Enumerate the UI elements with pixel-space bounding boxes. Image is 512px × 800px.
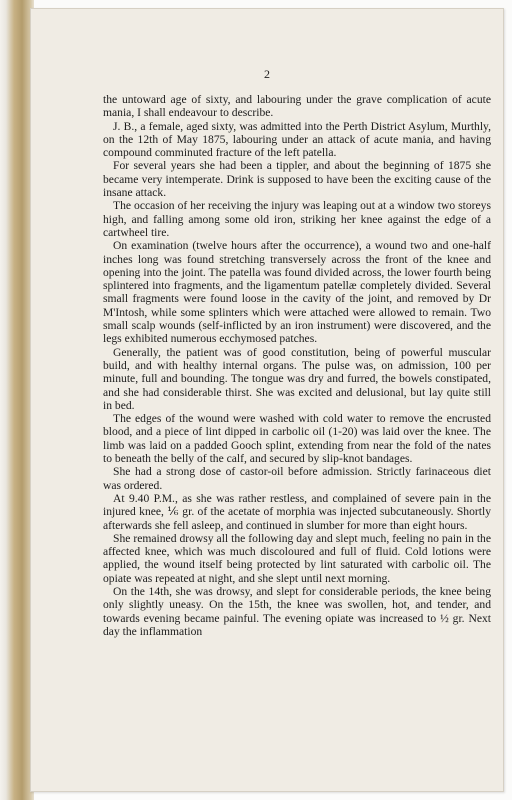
page-number: 2 xyxy=(264,67,270,81)
paragraph: J. B., a female, aged sixty, was admitted into the Perth District Asylum, Murthly, on the 12th of May 1875, labouring under an attack of acute mania, and having compound comminuted fracture of the left patella. xyxy=(103,119,491,160)
paragraph: Generally, the patient was of good constitution, being of powerful muscular build, and with healthy internal organs. The pulse was, on admission, 100 per minute, full and bounding. The tongue was dry and furred, the bowels constipated, and she had considerable thirst. She was excited and delusional, but lay quite still in bed. xyxy=(103,345,491,412)
body-text xyxy=(103,93,491,638)
paragraph: She had a strong dose of castor-oil before admission. Strictly farinaceous diet was ordered. xyxy=(103,465,491,492)
book-page xyxy=(30,8,504,792)
paragraph: She remained drowsy all the following day and slept much, feeling no pain in the affected knee, which was much discoloured and full of fluid. Cold lotions were applied, the wound itself being protected by lint saturated with carbolic oil. The opiate was repeated at night, and she slept until next morning. xyxy=(103,531,491,585)
paragraph: the untoward age of sixty, and labouring under the grave complication of acute mania, I shall endeavour to describe. xyxy=(103,93,491,120)
paragraph: On the 14th, she was drowsy, and slept for considerable periods, the knee being only slightly uneasy. On the 15th, the knee was swollen, hot, and tender, and towards evening became painful. The evening opiate was increased to ½ gr. Next day the inflammation xyxy=(103,584,491,638)
paragraph: The occasion of her receiving the injury was leaping out at a window two storeys high, and falling among some old iron, striking her knee against the edge of a cartwheel tire. xyxy=(103,199,491,239)
binding-spine xyxy=(0,0,34,800)
paragraph: On examination (twelve hours after the occurrence), a wound two and one-half inches long was found stretching transversely across the front of the knee and opening into the joint. The patella was found divided across, the lower fourth being splintered into fragments, and the ligamentum patellæ completely divided. Several small fragments were found loose in the cavity of the joint, and removed by Dr M'Intosh, while some splinters which were attached were allowed to remain. Two small scalp wounds (self-inflicted by an iron instrument) were discovered, and the legs exhibited numerous ecchymosed patches. xyxy=(103,239,491,346)
paragraph: The edges of the wound were washed with cold water to remove the encrusted blood, and a piece of lint dipped in carbolic oil (1-20) was laid over the knee. The limb was laid on a padded Gooch splint, extending from near the fold of the nates to beneath the belly of the calf, and secured by slip-knot bandages. xyxy=(103,412,491,466)
paragraph: At 9.40 P.M., as she was rather restless, and complained of severe pain in the injured knee, ⅙ gr. of the acetate of morphia was injected subcutaneously. Shortly afterwards she fell asleep, and continued in slumber for more than eight hours. xyxy=(103,491,491,532)
paragraph: For several years she had been a tippler, and about the beginning of 1875 she became very intemperate. Drink is supposed to have been the exciting cause of the insane attack. xyxy=(103,159,491,200)
